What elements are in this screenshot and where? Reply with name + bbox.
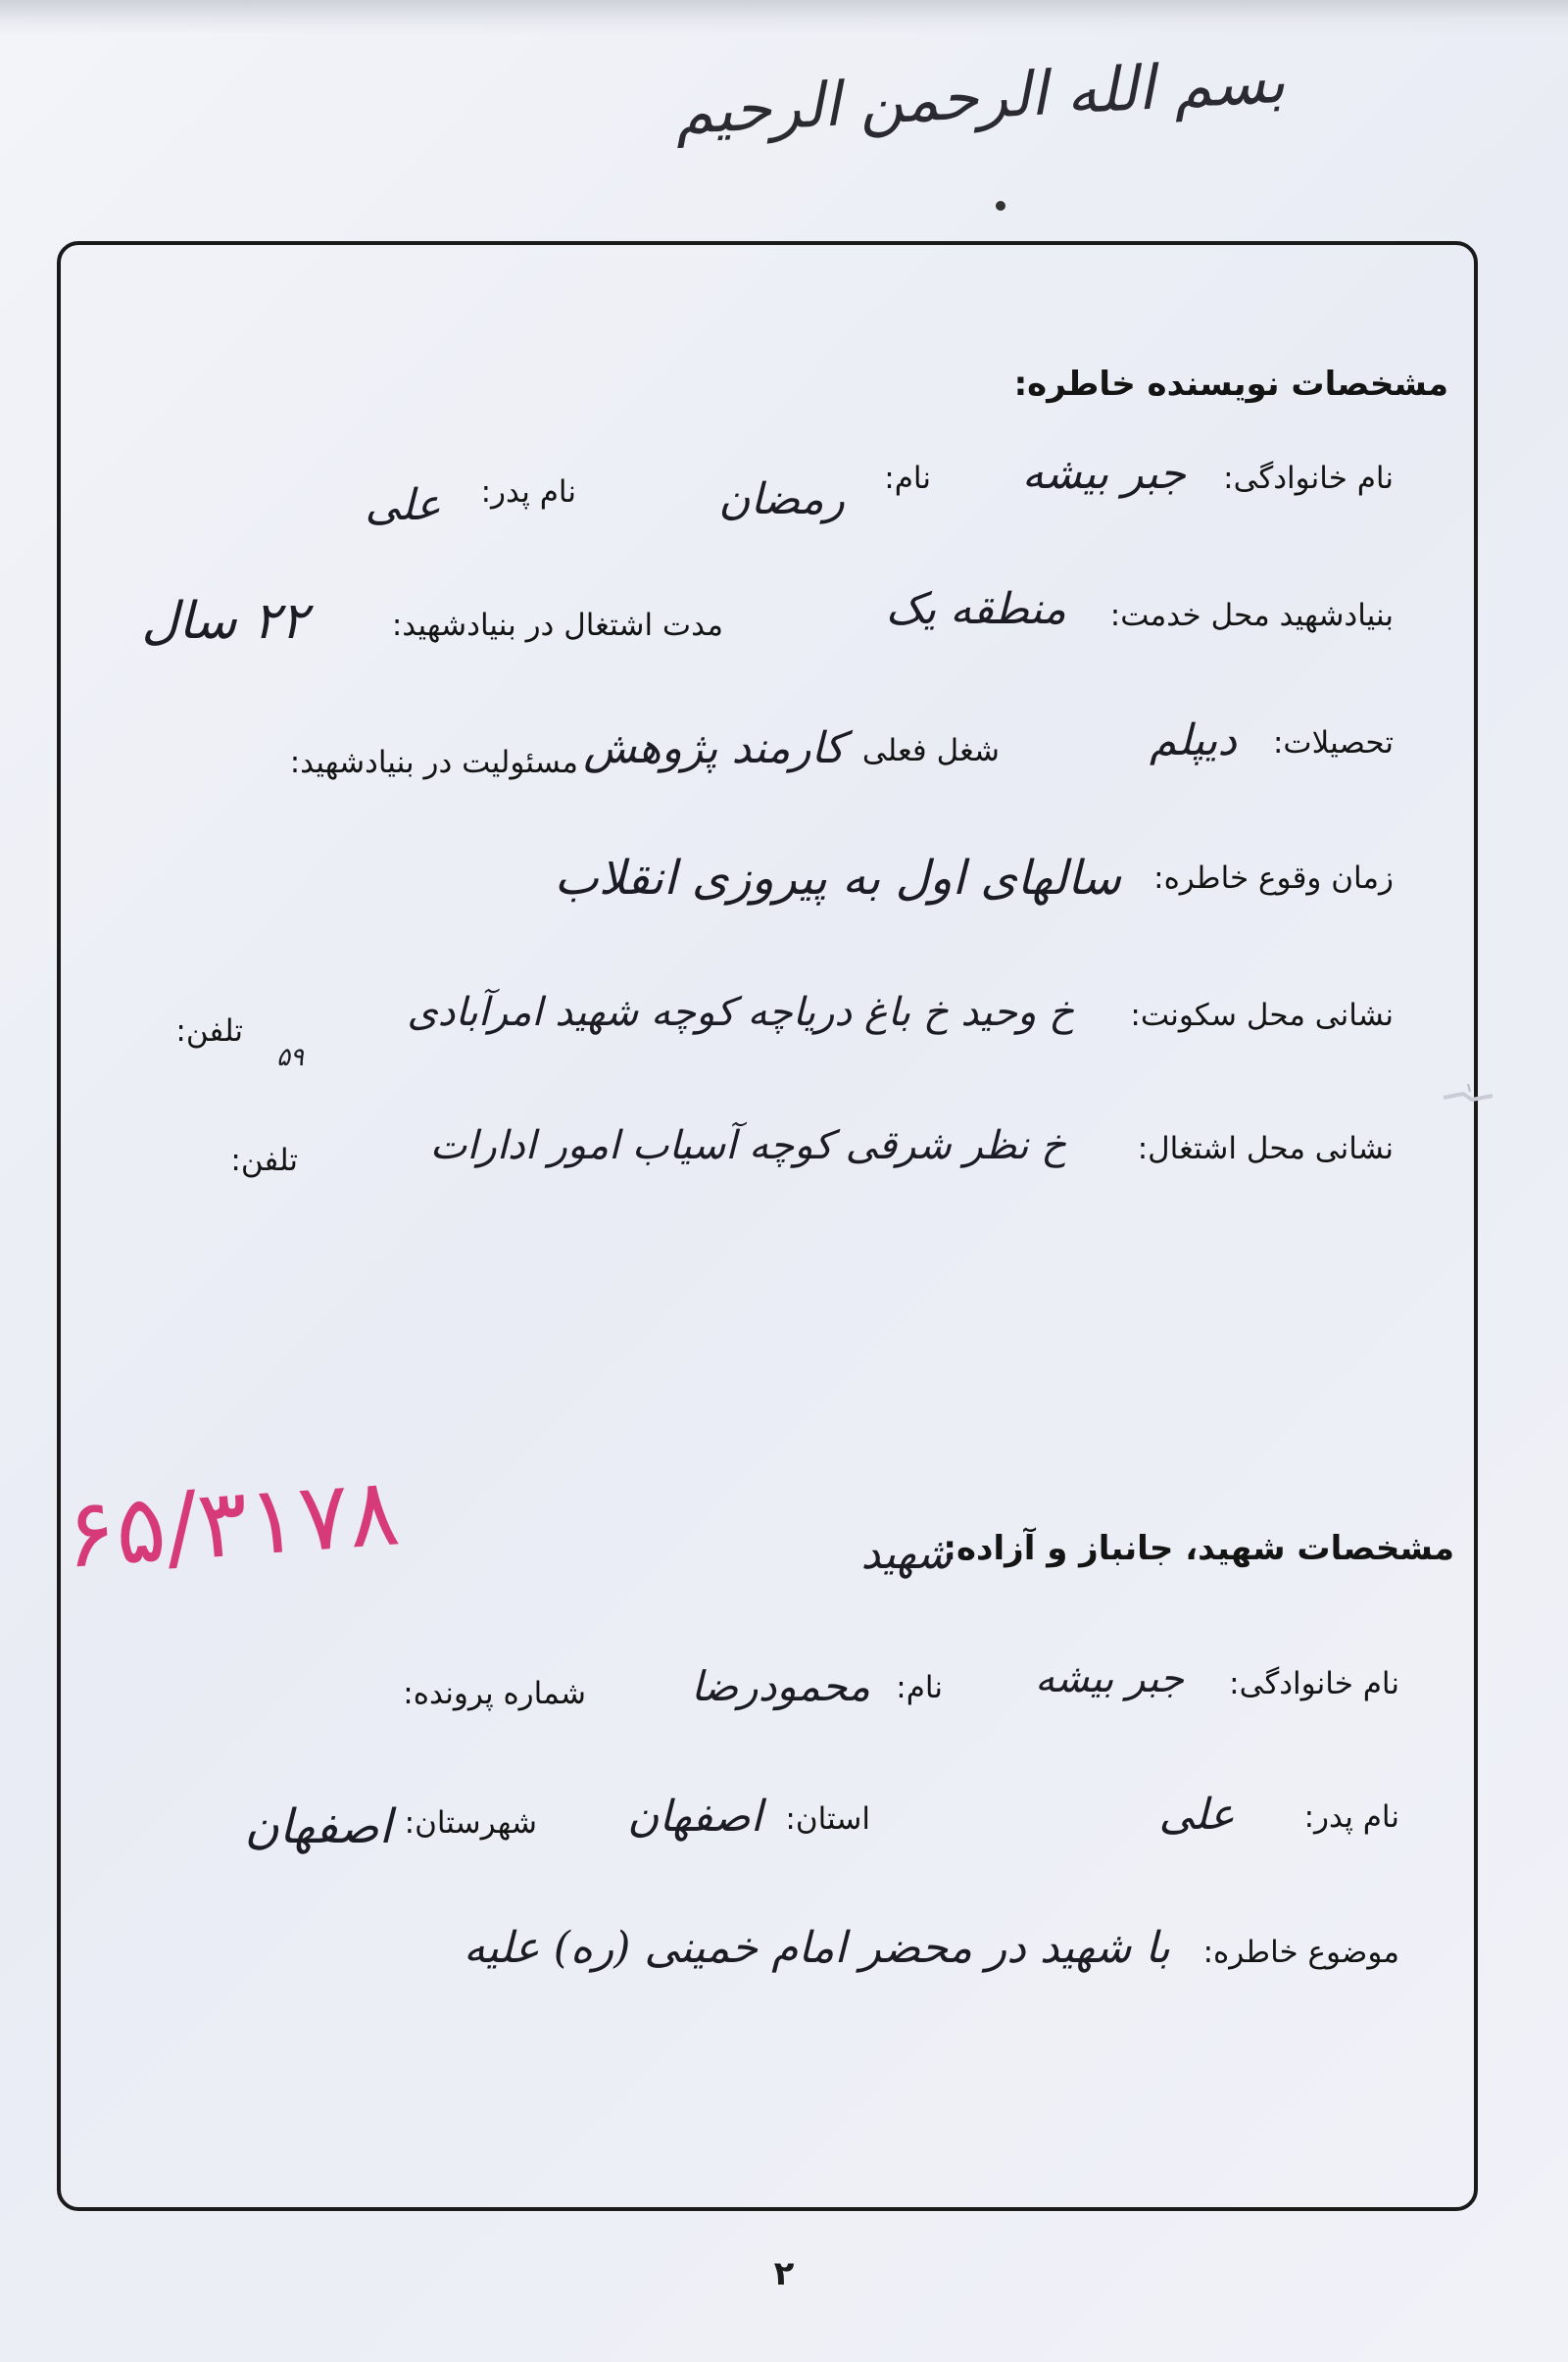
author-father-name-label: نام پدر: — [480, 474, 576, 510]
martyr-father-name-value: علی — [1158, 1790, 1235, 1840]
martyr-family-name-value: جبر بیشه — [1035, 1656, 1184, 1701]
martyr-section-heading: مشخصات شهید، جانباز و آزاده: — [943, 1529, 1454, 1568]
author-job-label: شغل فعلی — [861, 733, 1000, 768]
martyr-file-number-label: شماره پرونده: — [403, 1676, 586, 1711]
author-home-address-value: خ وحید خ باغ دریاچه کوچه شهید امرآبادی — [407, 990, 1074, 1035]
martyr-city-label: شهرستان: — [404, 1805, 537, 1841]
author-duration-label: مدت اشتغال در بنیادشهید: — [391, 608, 723, 643]
paper-tear-mark — [1439, 1078, 1497, 1117]
author-education-value: دیپلم — [1150, 715, 1237, 765]
author-job-value: کارمند پژوهش — [583, 723, 845, 773]
martyr-first-name-value: محمودرضا — [690, 1662, 870, 1710]
author-first-name-label: نام: — [884, 461, 931, 496]
form-frame — [57, 241, 1478, 2211]
author-home-address-extra: ۵۹ — [276, 1043, 304, 1072]
author-section-heading: مشخصات نویسنده خاطره: — [1013, 365, 1448, 404]
martyr-city-value: اصفهان — [244, 1799, 392, 1854]
martyr-father-name-label: نام پدر: — [1303, 1799, 1399, 1835]
author-work-address-value: خ نظر شرقی کوچه آسیاب امور ادارات — [429, 1123, 1066, 1168]
martyr-subject-label: موضوع خاطره: — [1202, 1935, 1399, 1970]
author-service-value: منطقه یک — [885, 584, 1066, 634]
author-father-name-value: علی — [365, 480, 441, 530]
martyr-province-value: اصفهان — [627, 1792, 762, 1842]
author-home-phone-label: تلفن: — [175, 1013, 243, 1049]
author-home-address-label: نشانی محل سکونت: — [1130, 998, 1394, 1033]
author-first-name-value: رمضان — [718, 474, 845, 524]
ink-dot — [996, 201, 1005, 211]
scan-edge-shadow — [0, 0, 1568, 35]
author-family-name-value: جبر بیشه — [1021, 449, 1186, 499]
author-time-label: زمان وقوع خاطره: — [1153, 861, 1394, 896]
martyr-section-heading-value: شهید — [860, 1529, 953, 1579]
basmala: بسم الله الرحمن الرحیم — [672, 44, 1288, 149]
author-time-value: سالهای اول به پیروزی انقلاب — [554, 851, 1121, 906]
author-family-name-label: نام خانوادگی: — [1223, 461, 1394, 496]
author-work-phone-label: تلفن: — [230, 1143, 298, 1178]
author-service-label: بنیادشهید محل خدمت: — [1109, 598, 1394, 633]
martyr-first-name-label: نام: — [896, 1670, 943, 1705]
page-number: ۲ — [773, 2254, 795, 2293]
author-duration-value: ۲۲ سال — [141, 592, 308, 651]
author-responsibility-label: مسئولیت در بنیادشهید: — [289, 745, 578, 780]
author-education-label: تحصیلات: — [1272, 725, 1394, 761]
martyr-subject-value: با شهید در محضر امام خمینی (ره) علیه — [464, 1923, 1170, 1973]
author-work-address-label: نشانی محل اشتغال: — [1137, 1131, 1394, 1166]
martyr-province-label: استان: — [785, 1801, 870, 1837]
martyr-family-name-label: نام خانوادگی: — [1229, 1666, 1399, 1701]
red-file-number: ۶۵/۳۱۷۸ — [61, 1456, 404, 1590]
